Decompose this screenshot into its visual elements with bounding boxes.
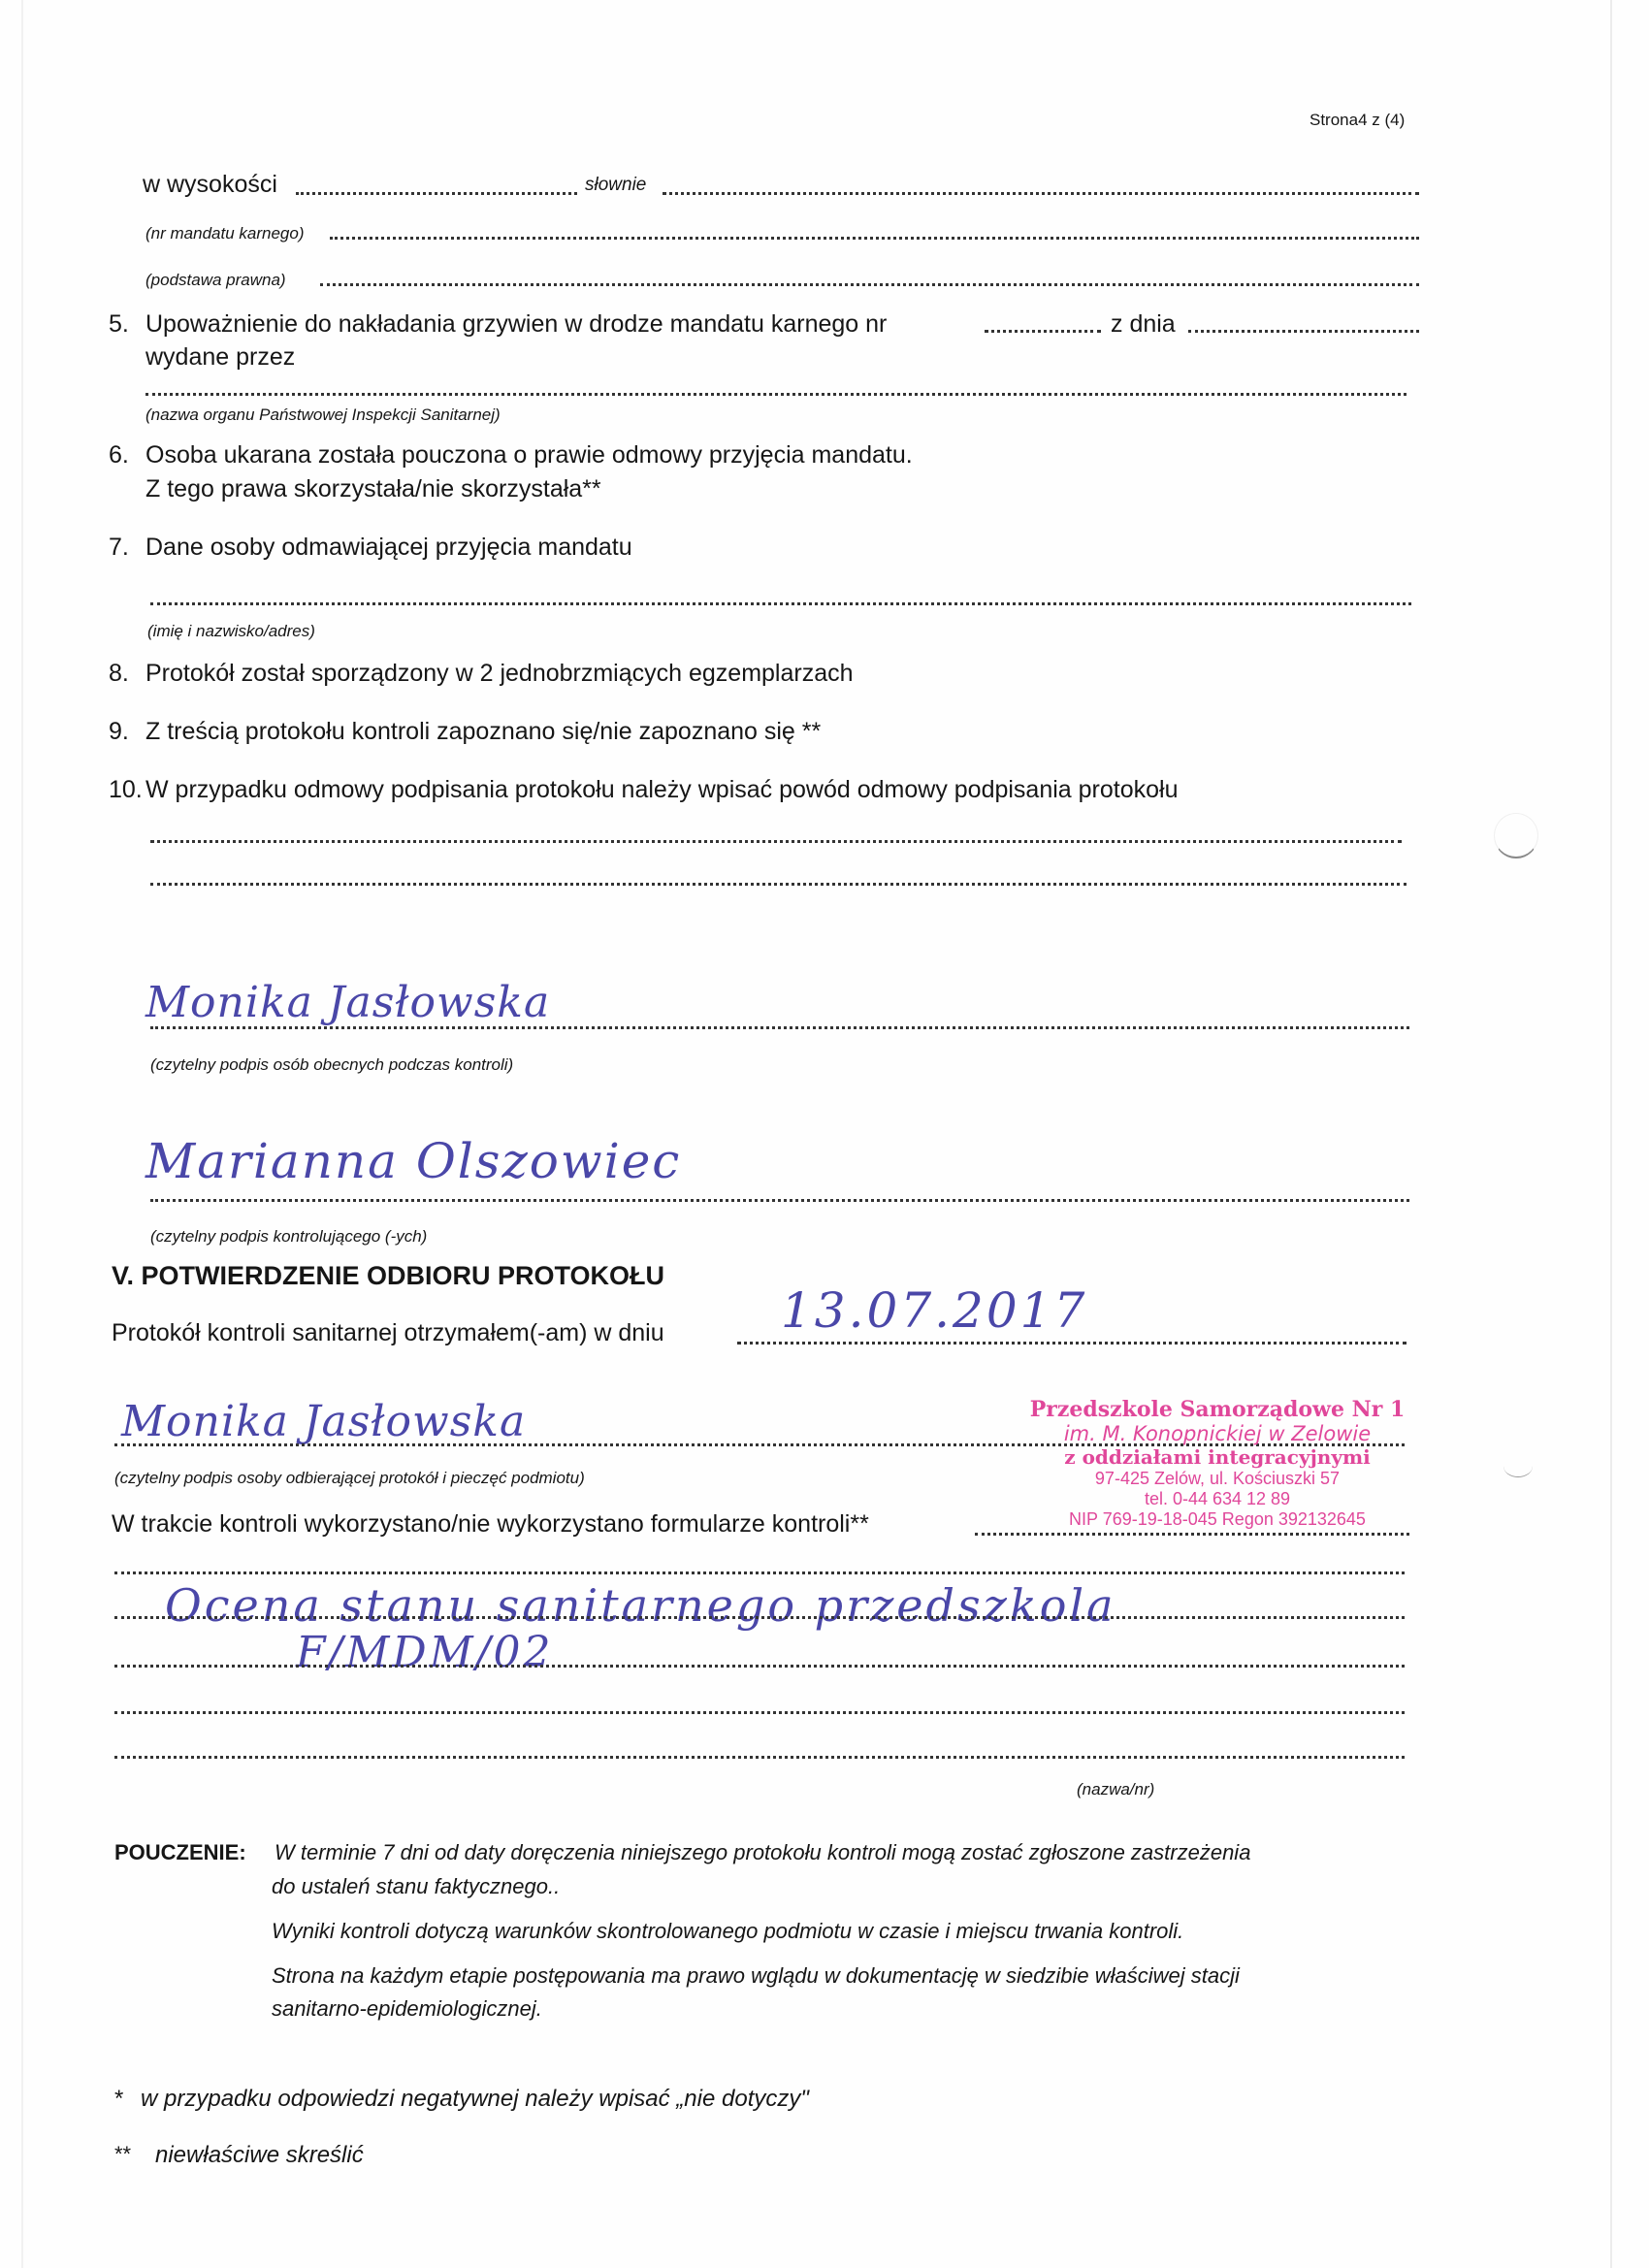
forms-caption: (nazwa/nr) [1077, 1780, 1155, 1798]
notice-p3-line1: Strona na każdym etapie postępowania ma prawo wglądu w dokumentację w siedzibie właściwej stacji [272, 1963, 1240, 1988]
recipient-signature: Monika Jasłowska [121, 1397, 527, 1446]
item-5-number: 5. [109, 310, 129, 338]
authorization-date-field[interactable] [1188, 330, 1419, 333]
page-indicator: Strona4 z (4) [1310, 111, 1406, 129]
item-10-number: 10. [109, 776, 143, 803]
paper-curl-mark [1504, 1455, 1533, 1477]
footnote-1: w przypadku odpowiedzi negatywnej należy wpisać „nie dotyczy" [141, 2086, 809, 2112]
forms-field[interactable] [975, 1533, 1409, 1536]
stamp-line-5: tel. 0-44 634 12 89 [1144, 1489, 1291, 1508]
notice-p1-line1: W terminie 7 dni od daty doręczenia niniejszego protokołu kontroli mogą zostać zgłoszone zastrzeżenia [275, 1840, 1251, 1864]
item-5-line2: wydane przez [146, 343, 296, 371]
refusal-reason-field-1[interactable] [150, 840, 1402, 843]
paper-curl-mark [1494, 813, 1538, 859]
stamp-line-2: im. M. Konopnickiej w Zelowie [1063, 1422, 1372, 1445]
notice-p3-line2: sanitarno-epidemiologicznej. [272, 1996, 542, 2021]
refusal-reason-field-2[interactable] [150, 883, 1406, 886]
item-6-line2: Z tego prawa skorzystała/nie skorzystała** [146, 475, 601, 502]
item-7-caption: (imię i nazwisko/adres) [147, 622, 315, 640]
inspector-caption: (czytelny podpis kontrolującego (-ych) [150, 1227, 428, 1246]
stamp-line-3: z oddziałami integracyjnymi [1064, 1445, 1371, 1469]
item-6-number: 6. [109, 441, 129, 469]
stamp-line-6: NIP 769-19-18-045 Regon 392132645 [1069, 1509, 1366, 1529]
inspector-signature-line[interactable] [150, 1199, 1409, 1202]
legal-basis-label: (podstawa prawna) [146, 271, 286, 289]
forms-line-1[interactable] [114, 1571, 1405, 1574]
item-5-text: Upoważnienie do nakładania grzywien w drodze mandatu karnego nr [146, 310, 888, 338]
amount-words-field[interactable] [663, 192, 1419, 195]
recipient-caption: (czytelny podpis osoby odbierającej protokół i pieczęć podmiotu) [114, 1469, 585, 1487]
forms-handwritten-line-1: Ocena stanu sanitarnego przedszkola [165, 1579, 1116, 1632]
footnote-1-mark: * [114, 2086, 124, 2112]
amount-label: w wysokości [143, 171, 277, 198]
item-10-text: W przypadku odmowy podpisania protokołu należy wpisać powód odmowy podpisania protokołu [146, 776, 1179, 803]
amount-field[interactable] [296, 192, 577, 195]
item-7-number: 7. [109, 534, 129, 561]
item-8-number: 8. [109, 660, 129, 687]
item-6-text: Osoba ukarana została pouczona o prawie odmowy przyjęcia mandatu. [146, 441, 913, 469]
forms-label: W trakcie kontroli wykorzystano/nie wykorzystano formularze kontroli** [112, 1510, 869, 1538]
item-9-number: 9. [109, 718, 129, 745]
notice-label: POUCZENIE: [114, 1840, 246, 1864]
refusing-person-field[interactable] [150, 602, 1411, 605]
notice-p1-line2: do ustaleń stanu faktycznego.. [272, 1874, 561, 1898]
notice-p2: Wyniki kontroli dotyczą warunków skontrolowanego podmiotu w czasie i miejscu trwania kontroli. [272, 1919, 1184, 1943]
footnote-2: niewłaściwe skreślić [155, 2142, 364, 2168]
ticket-number-label: (nr mandatu karnego) [146, 224, 305, 243]
issuing-authority-field[interactable] [146, 393, 1406, 396]
forms-line-2[interactable] [114, 1616, 1405, 1619]
item-8-text: Protokół został sporządzony w 2 jednobrzmiących egzemplarzach [146, 660, 854, 687]
item-5-caption: (nazwa organu Państwowej Inspekcji Sanitarnej) [146, 405, 501, 424]
present-persons-signature-line[interactable] [150, 1026, 1409, 1029]
present-persons-caption: (czytelny podpis osób obecnych podczas kontroli) [150, 1055, 514, 1074]
received-label: Protokół kontroli sanitarnej otrzymałem(-am) w dniu [112, 1319, 664, 1346]
received-date-line[interactable] [737, 1342, 1406, 1345]
item-5-date-label: z dnia [1111, 310, 1176, 338]
section-v-title: V. POTWIERDZENIE ODBIORU PROTOKOŁU [112, 1261, 665, 1290]
footnote-2-mark: ** [114, 2142, 132, 2166]
present-persons-signature: Monika Jasłowska [146, 978, 551, 1027]
stamp-line-1: Przedszkole Samorządowe Nr 1 [1029, 1397, 1406, 1422]
amount-words-label: słownie [585, 175, 647, 195]
forms-line-5[interactable] [114, 1756, 1405, 1759]
received-date: 13.07.2017 [781, 1282, 1088, 1339]
authorization-number-field[interactable] [985, 330, 1101, 333]
forms-handwritten-line-2: F/MDM/02 [296, 1628, 554, 1677]
stamp-line-4: 97-425 Zelów, ul. Kościuszki 57 [1094, 1469, 1341, 1488]
page-edge-left [21, 0, 23, 2268]
ticket-number-field[interactable] [330, 237, 1419, 240]
forms-line-3[interactable] [114, 1665, 1405, 1668]
legal-basis-field[interactable] [320, 283, 1419, 286]
item-9-text: Z treścią protokołu kontroli zapoznano się/nie zapoznano się ** [146, 718, 822, 745]
inspector-signature: Marianna Olszowiec [146, 1133, 682, 1189]
page-edge-right [1610, 0, 1612, 2268]
forms-line-4[interactable] [114, 1711, 1405, 1714]
institution-stamp [1014, 1397, 1421, 1530]
item-7-text: Dane osoby odmawiającej przyjęcia mandatu [146, 534, 632, 561]
